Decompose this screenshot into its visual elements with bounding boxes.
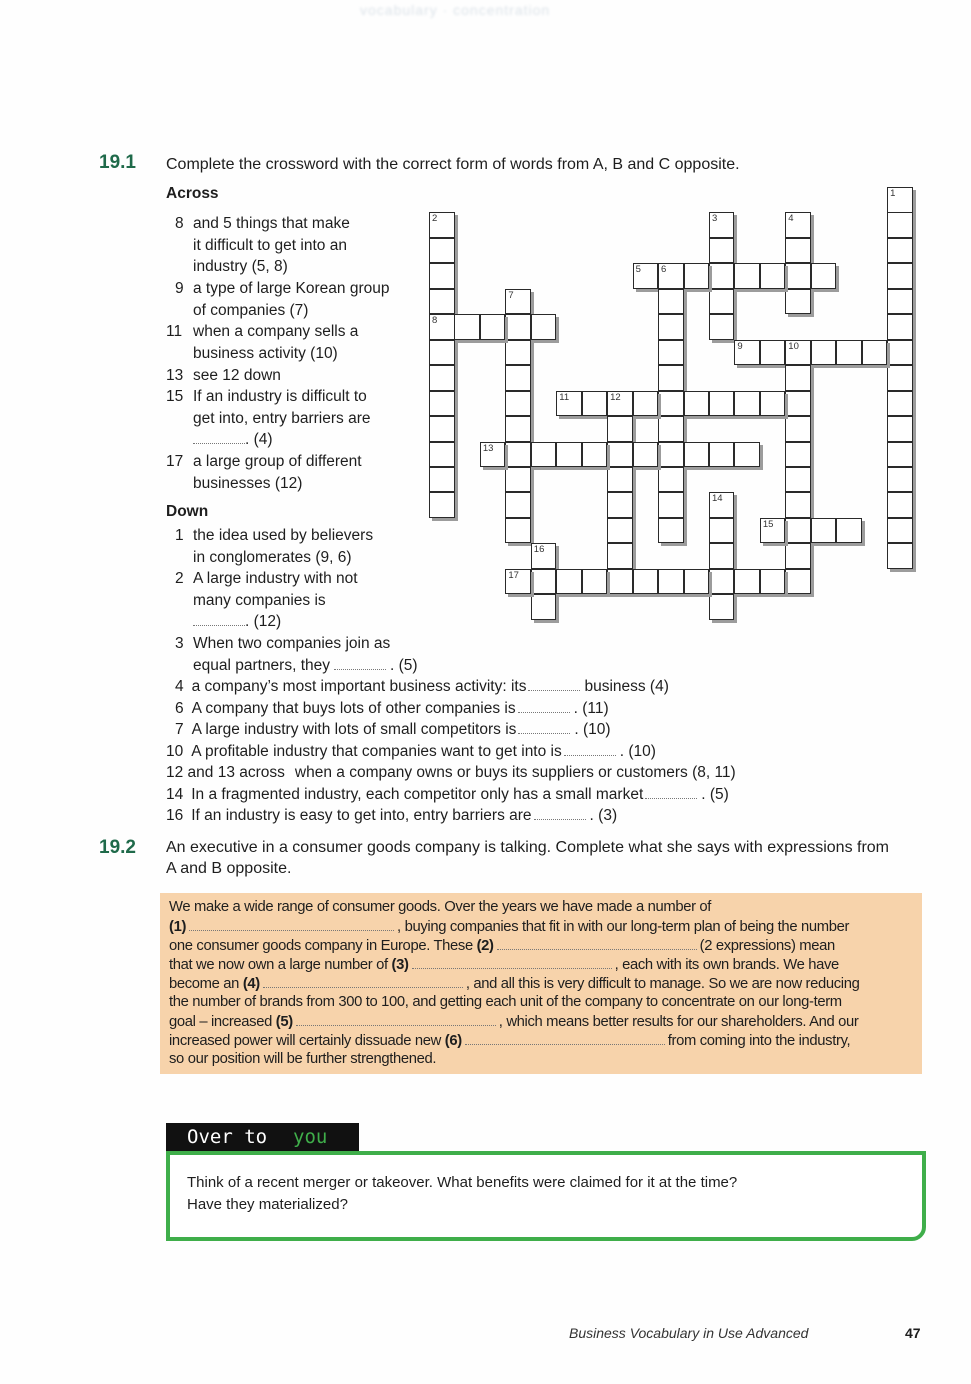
clue-text-tail: . (11) (573, 700, 609, 717)
clue-text: in conglomerates (9, 6) (193, 548, 352, 566)
crossword-cell[interactable] (811, 340, 837, 366)
clue-number: 3 (175, 635, 184, 652)
crossword-cell[interactable] (556, 442, 582, 468)
crossword-cell[interactable] (531, 569, 557, 595)
cell-number: 14 (711, 493, 723, 505)
crossword-cell[interactable] (429, 492, 455, 518)
crossword-cell[interactable] (887, 238, 913, 264)
clue-text: A company that buys lots of other companies is (191, 700, 516, 717)
cell-number: 8 (432, 315, 438, 327)
cell-number: 11 (559, 391, 570, 403)
clue-number: 2 (175, 570, 184, 587)
cell-number: 13 (482, 442, 494, 454)
crossword-cell[interactable] (633, 442, 659, 468)
crossword-cell[interactable] (760, 569, 786, 595)
down-clue-7 (175, 719, 611, 741)
passage-text-segment: , and all this is very difficult to manage. So we are now reducing (465, 976, 860, 992)
passage-text-segment: goal – increased (169, 1014, 276, 1030)
crossword-cell[interactable] (505, 289, 531, 315)
footer-book-title: Business Vocabulary in Use Advanced (569, 1325, 809, 1341)
crossword-cell[interactable] (531, 543, 557, 569)
gap-number: (2) (476, 938, 494, 954)
answer-blank (334, 657, 386, 670)
clue-text: get into, entry barriers are (193, 409, 371, 427)
crossword-cell[interactable] (887, 391, 913, 417)
passage-line (169, 899, 711, 915)
cell-number: 7 (508, 289, 514, 301)
crossword-cell[interactable] (734, 263, 760, 289)
crossword-cell[interactable] (887, 289, 913, 315)
clue-text: If an industry is easy to get into, entry barriers are (191, 807, 532, 824)
gap-number: (6) (444, 1033, 462, 1049)
clue-text: and 5 things that make (193, 215, 350, 232)
crossword-cell[interactable] (429, 391, 455, 417)
crossword-cell[interactable] (709, 594, 735, 620)
crossword-cell[interactable] (684, 569, 710, 595)
crossword-cell[interactable] (582, 442, 608, 468)
crossword-cell[interactable] (429, 340, 455, 366)
crossword-cell[interactable] (505, 518, 531, 544)
crossword-cell[interactable] (505, 314, 531, 340)
crossword-cell[interactable] (709, 212, 735, 238)
crossword-cell[interactable] (505, 492, 531, 518)
passage-line (169, 1051, 436, 1067)
crossword-cell[interactable] (429, 314, 455, 340)
section-number-19-1: 19.1 (99, 152, 136, 173)
passage-text-segment: , buying companies that fit in with our long-term plan of being the number (397, 919, 850, 935)
crossword-cell[interactable] (734, 442, 760, 468)
answer-blank (518, 721, 570, 734)
crossword-cell[interactable] (785, 518, 811, 544)
crossword-cell[interactable] (505, 340, 531, 366)
crossword-cell[interactable] (709, 314, 735, 340)
down-clue-12-and-13-across (166, 762, 736, 784)
clue-text: it difficult to get into an (193, 236, 347, 254)
gap-number: (3) (391, 957, 409, 973)
crossword-cell[interactable] (556, 391, 582, 417)
clue-text: see 12 down (193, 367, 281, 384)
passage-text-segment: become an (169, 976, 243, 992)
passage-text-segment: We make a wide range of consumer goods. Over the years we have made a number of (169, 899, 712, 915)
clue-text: If an industry is difficult to (193, 388, 367, 405)
crossword-cell[interactable] (633, 391, 659, 417)
crossword-cell[interactable] (658, 416, 684, 442)
crossword-cell[interactable] (658, 391, 684, 417)
crossword-cell[interactable] (684, 442, 710, 468)
passage-text-segment: increased power will certainly dissuade new (169, 1033, 445, 1049)
over-to-you-tab (166, 1123, 359, 1154)
crossword-cell[interactable] (658, 518, 684, 544)
section-instruction-19-2-line2: A and B opposite. (166, 860, 292, 877)
crossword-cell[interactable] (607, 467, 633, 493)
crossword-cell[interactable] (531, 442, 557, 468)
crossword-cell[interactable] (658, 467, 684, 493)
crossword-cell[interactable] (429, 212, 455, 238)
crossword-cell[interactable] (760, 263, 786, 289)
crossword-cell[interactable] (785, 238, 811, 264)
cell-number: 5 (635, 264, 641, 276)
passage-text-segment: that we now own a large number of (169, 957, 392, 973)
crossword-cell[interactable] (454, 314, 480, 340)
crossword-cell[interactable] (785, 492, 811, 518)
clue-text: when a company owns or buys its suppliers or customers (8, 11) (294, 764, 736, 781)
clue-text: business activity (10) (193, 344, 338, 362)
crossword-cell[interactable] (429, 289, 455, 315)
passage-line (169, 1032, 850, 1049)
clue-text-tail: . (10) (574, 721, 611, 738)
clue-text-tail: . (3) (589, 807, 618, 824)
clue-text: A large industry with lots of small competitors is (191, 721, 517, 738)
crossword-cell[interactable] (760, 340, 786, 366)
crossword-cell[interactable] (505, 442, 531, 468)
crossword-cell[interactable] (505, 391, 531, 417)
clue-text-tail: . (4) (245, 431, 273, 448)
crossword-cell[interactable] (734, 340, 760, 366)
answer-blank (645, 786, 697, 799)
crossword-cell[interactable] (607, 518, 633, 544)
crossword-cell[interactable] (658, 569, 684, 595)
clue-text: When two companies join as (193, 635, 391, 652)
crossword-cell[interactable] (709, 518, 735, 544)
clue-number: 1 (175, 527, 184, 544)
crossword-cell[interactable] (556, 569, 582, 595)
over-to-label: Over to (187, 1126, 268, 1148)
cell-number: 4 (788, 213, 794, 225)
clue-text-tail: business (4) (584, 678, 669, 695)
clue-text (193, 429, 273, 451)
crossword-cell[interactable] (658, 314, 684, 340)
crossword-cell[interactable] (607, 442, 633, 468)
crossword-cell[interactable] (607, 391, 633, 417)
passage-line (169, 956, 839, 973)
cell-number: 2 (432, 213, 438, 225)
down-clue-10 (166, 741, 656, 763)
crossword-cell[interactable] (709, 263, 735, 289)
answer-blank (497, 937, 697, 950)
crossword-cell[interactable] (531, 594, 557, 620)
crossword-cell[interactable] (785, 391, 811, 417)
crossword-cell[interactable] (429, 467, 455, 493)
cell-number: 15 (762, 518, 774, 530)
crossword-cell[interactable] (785, 467, 811, 493)
passage-line (169, 1013, 858, 1030)
crossword-cell[interactable] (429, 442, 455, 468)
crossword-cell[interactable] (887, 263, 913, 289)
clue-text-tail: . (5) (701, 786, 729, 803)
gap-number: (5) (275, 1014, 293, 1030)
section-instruction-19-2-line1: An executive in a consumer goods company is talking. Complete what she says with expressions from (166, 839, 890, 856)
crossword-cell[interactable] (785, 543, 811, 569)
clue-text-tail: . (5) (390, 656, 418, 674)
across-heading: Across (166, 185, 219, 202)
passage-text-segment: (2 expressions) mean (699, 938, 835, 954)
answer-blank (534, 807, 586, 820)
crossword-cell[interactable] (505, 416, 531, 442)
crossword-cell[interactable] (582, 569, 608, 595)
cell-number: 3 (711, 213, 718, 225)
crossword-cell[interactable] (429, 416, 455, 442)
crossword-cell[interactable] (734, 569, 760, 595)
clue-number: 12 and 13 across (166, 764, 285, 781)
passage-line (169, 994, 842, 1010)
crossword-cell[interactable] (658, 365, 684, 391)
down-clue-14 (166, 784, 729, 806)
crossword-cell[interactable] (607, 543, 633, 569)
footer-page-number: 47 (905, 1325, 921, 1341)
crossword-cell[interactable] (862, 340, 888, 366)
over-to-you-line1: Think of a recent merger or takeover. What benefits were claimed for it at the time? (187, 1174, 738, 1191)
passage-line (169, 937, 835, 954)
crossword-cell[interactable] (480, 314, 506, 340)
crossword-cell[interactable] (811, 263, 837, 289)
crossword-cell[interactable] (785, 365, 811, 391)
over-to-you-line2: Have they materialized? (187, 1196, 348, 1213)
passage-text-segment: one consumer goods company in Europe. These (169, 938, 477, 954)
crossword-cell[interactable] (811, 518, 837, 544)
crossword-cell[interactable] (887, 492, 913, 518)
clue-text: the idea used by believers (193, 527, 374, 544)
crossword-cell[interactable] (887, 314, 913, 340)
crossword-cell[interactable] (429, 263, 455, 289)
crossword-cell[interactable] (734, 391, 760, 417)
crossword-cell[interactable] (785, 569, 811, 595)
crossword-cell[interactable] (633, 263, 659, 289)
clue-text: A large industry with not (193, 570, 358, 587)
clue-number: 15 (166, 388, 184, 405)
clue-number: 14 (166, 786, 184, 803)
answer-blank (193, 431, 245, 444)
crossword-cell[interactable] (709, 569, 735, 595)
crossword-cell[interactable] (429, 238, 455, 264)
down-clue-16 (166, 805, 617, 827)
crossword-cell[interactable] (887, 518, 913, 544)
clue-text: of companies (7) (193, 301, 309, 319)
crossword-cell[interactable] (684, 263, 710, 289)
cell-number: 6 (661, 264, 667, 276)
crossword-cell[interactable] (760, 518, 786, 544)
crossword-cell[interactable] (607, 492, 633, 518)
answer-blank (193, 613, 245, 626)
crossword-cell[interactable] (633, 569, 659, 595)
clue-text: a company’s most important business activity: its (191, 678, 527, 695)
crossword-cell[interactable] (887, 187, 913, 213)
gap-number: (1) (169, 919, 187, 935)
crossword-cell[interactable] (887, 340, 913, 366)
clue-text (193, 611, 281, 633)
cell-number: 17 (508, 569, 519, 581)
clue-text: businesses (12) (193, 474, 303, 492)
clue-text: a large group of different (193, 453, 362, 470)
crossword-cell[interactable] (709, 492, 735, 518)
crossword-cell[interactable] (785, 263, 811, 289)
passage-line (169, 975, 860, 992)
clue-number: 17 (166, 453, 184, 470)
answer-blank (189, 918, 394, 931)
crossword-cell[interactable] (785, 442, 811, 468)
crossword-cell[interactable] (709, 289, 735, 315)
clue-number: 4 (175, 678, 184, 695)
crossword-cell[interactable] (709, 442, 735, 468)
faint-header-bleed: vocabulary · concentration (360, 2, 551, 18)
clue-number: 9 (175, 280, 184, 297)
answer-blank (465, 1032, 665, 1045)
crossword-cell[interactable] (582, 391, 608, 417)
down-clue-6 (175, 698, 609, 720)
crossword-cell[interactable] (887, 543, 913, 569)
down-clue-4 (175, 676, 669, 698)
cell-number: 1 (890, 188, 896, 199)
crossword-cell[interactable] (531, 314, 557, 340)
crossword-cell[interactable] (709, 543, 735, 569)
crossword-cell[interactable] (836, 518, 862, 544)
answer-blank (518, 700, 570, 713)
cell-number: 12 (610, 391, 621, 403)
answer-blank (412, 956, 612, 969)
clue-number: 10 (166, 743, 184, 760)
answer-blank (528, 678, 580, 691)
gap-number: (4) (242, 976, 260, 992)
section-instruction-19-1: Complete the crossword with the correct form of words from A, B and C opposite. (166, 156, 740, 173)
passage-text-segment: so our position will be further strengthened. (169, 1051, 437, 1067)
crossword-cell[interactable] (658, 289, 684, 315)
crossword-cell[interactable] (480, 442, 506, 468)
crossword-cell[interactable] (760, 391, 786, 417)
crossword-cell[interactable] (785, 289, 811, 315)
clue-number: 6 (175, 700, 184, 717)
crossword-cell[interactable] (658, 442, 684, 468)
crossword-cell[interactable] (607, 569, 633, 595)
crossword-cell[interactable] (709, 391, 735, 417)
over-to-you-box (166, 1151, 926, 1241)
crossword-cell[interactable] (785, 340, 811, 366)
section-number-19-2: 19.2 (99, 837, 136, 858)
crossword-cell[interactable] (658, 492, 684, 518)
clue-number: 13 (166, 367, 184, 384)
crossword-cell[interactable] (887, 416, 913, 442)
clue-number: 16 (166, 807, 184, 824)
answer-blank (296, 1013, 496, 1026)
crossword-cell[interactable] (709, 238, 735, 264)
answer-blank (564, 743, 616, 756)
crossword-cell[interactable] (505, 365, 531, 391)
cell-number: 10 (788, 340, 799, 352)
cell-number: 9 (737, 340, 743, 352)
clue-text (193, 655, 418, 677)
passage-line (169, 918, 849, 935)
down-heading: Down (166, 503, 209, 520)
you-label: you (293, 1126, 328, 1148)
crossword-cell[interactable] (785, 416, 811, 442)
crossword-cell[interactable] (836, 340, 862, 366)
crossword-cell[interactable] (505, 569, 531, 595)
crossword-cell[interactable] (887, 212, 913, 238)
clue-text: many companies is (193, 591, 326, 609)
passage-text-segment: , which means better results for our shareholders. And our (498, 1014, 859, 1030)
clue-text-tail: . (10) (619, 743, 656, 760)
clue-text: a type of large Korean group (193, 280, 390, 297)
passage-text-segment: the number of brands from 300 to 100, and getting each unit of the company to concentrate on our long-term (169, 994, 842, 1010)
crossword-cell[interactable] (658, 340, 684, 366)
clue-text: industry (5, 8) (193, 258, 288, 275)
clue-number: 8 (175, 215, 184, 232)
passage-text-segment: from coming into the industry, (667, 1033, 851, 1049)
crossword-cell[interactable] (887, 467, 913, 493)
clue-text: equal partners, they (193, 656, 331, 674)
crossword-cell[interactable] (887, 442, 913, 468)
clue-text: A profitable industry that companies want to get into is (191, 743, 562, 760)
cell-number: 16 (533, 544, 545, 556)
clue-number: 11 (166, 323, 183, 340)
clue-text-tail: . (12) (245, 613, 282, 630)
crossword-cell[interactable] (684, 391, 710, 417)
clue-text: when a company sells a (193, 323, 359, 340)
crossword-cell[interactable] (887, 365, 913, 391)
crossword-cell[interactable] (658, 263, 684, 289)
clue-number: 7 (175, 721, 184, 738)
crossword-cell[interactable] (505, 467, 531, 493)
crossword-cell[interactable] (785, 212, 811, 238)
clue-text: In a fragmented industry, each competitor only has a small market (191, 786, 644, 803)
passage-text-segment: , each with its own brands. We have (614, 957, 839, 973)
crossword-cell[interactable] (429, 365, 455, 391)
crossword-cell[interactable] (607, 416, 633, 442)
answer-blank (263, 975, 463, 988)
